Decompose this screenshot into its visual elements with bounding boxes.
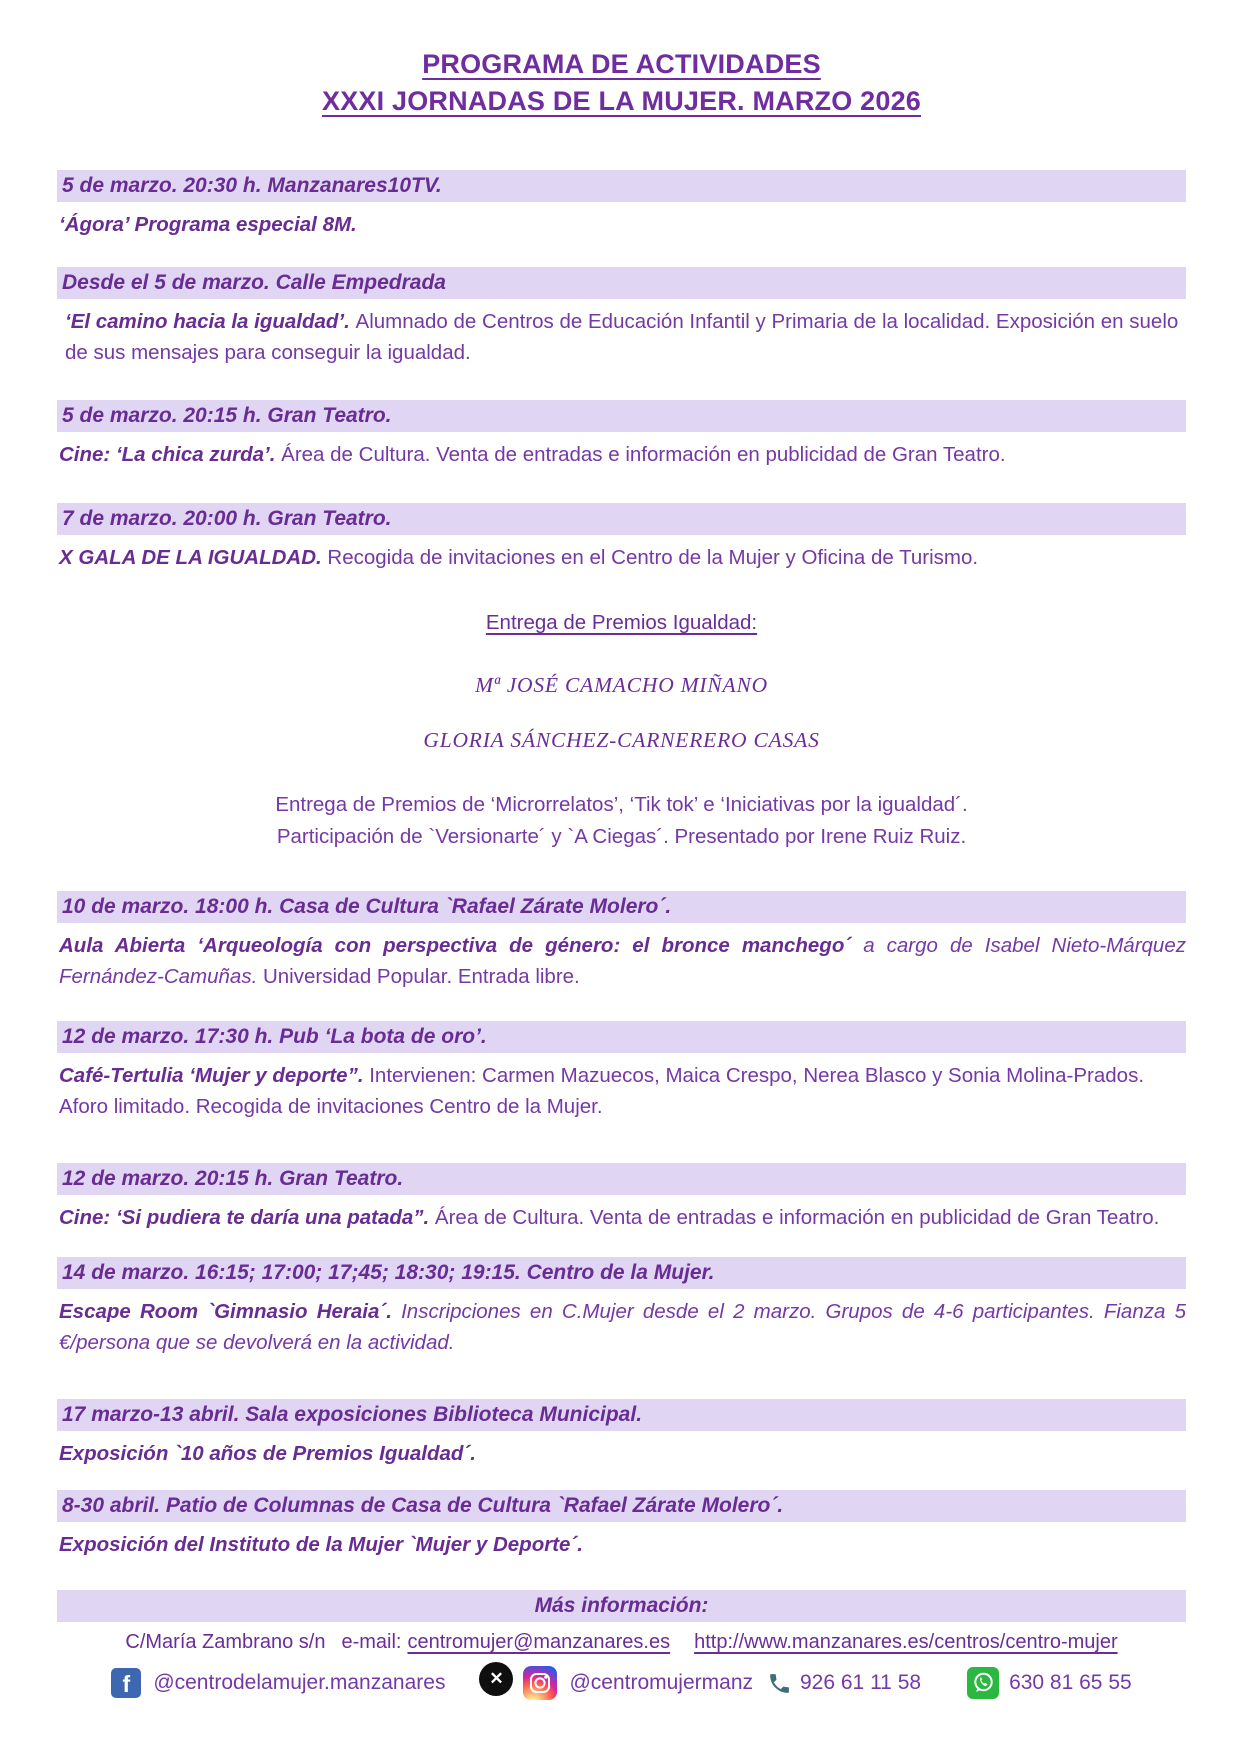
event-detail-italic: Inscripciones en C.Mujer desde el 2 marzo. Grupos de 4-6 participantes. Fianza 5 €/persona que se devolverá en la actividad. [59, 1300, 1186, 1354]
event-title-emphasis: Cine: ‘La chica zurda’. [59, 443, 282, 466]
facebook-handle: @centrodelamujer.manzanares [153, 1671, 446, 1694]
awards-heading-text: Entrega de Premios Igualdad: [485, 611, 758, 634]
event-title-emphasis: Exposición `10 años de Premios Igualdad´. [59, 1442, 476, 1465]
award-winner-name: GLORIA SÁNCHEZ-CARNERERO CASAS [423, 728, 820, 752]
whatsapp-icon [967, 1667, 999, 1699]
awards-block [57, 607, 1186, 853]
event-date-header: 12 de marzo. 20:15 h. Gran Teatro. [57, 1163, 1186, 1195]
page-title-line2: XXXI JORNADAS DE LA MUJER. MARZO 2026 [321, 86, 921, 116]
event-detail: Universidad Popular. Entrada libre. [262, 965, 580, 988]
event-title-emphasis: Escape Room `Gimnasio Heraia´. [59, 1300, 402, 1323]
event-title-emphasis: ‘El camino hacia la igualdad’. [65, 310, 356, 333]
event-detail: Alumnado de Centros de Educación Infantil y Primaria de la localidad. Exposición en suelo de sus mensajes para conseguir la igualdad. [65, 310, 1179, 364]
email-label: e-mail: [341, 1631, 402, 1653]
event-detail: Área de Cultura. Venta de entradas e información en publicidad de Gran Teatro. [434, 1206, 1160, 1229]
event-description [59, 439, 1186, 470]
event-description [59, 542, 1186, 573]
event-section [57, 170, 1186, 240]
event-section [57, 1021, 1186, 1122]
award-winner-name: Mª JOSÉ CAMACHO MIÑANO [475, 673, 768, 697]
event-date-header: 17 marzo-13 abril. Sala exposiciones Biblioteca Municipal. [57, 1399, 1186, 1431]
x-glyph: ✕ [489, 1669, 504, 1688]
event-description [59, 306, 1186, 368]
event-title-emphasis: Exposición del Instituto de la Mujer `Mujer y Deporte´. [59, 1533, 583, 1556]
event-title-emphasis: Cine: ‘Si pudiera te daría una patada”. [59, 1206, 435, 1229]
contact-line [57, 1627, 1186, 1657]
more-info-header: Más información: [57, 1590, 1186, 1622]
instagram-handle: @centromujermanz [569, 1671, 753, 1694]
event-description [59, 1060, 1186, 1122]
event-section [57, 1257, 1186, 1358]
event-description [59, 1438, 1186, 1469]
event-section [57, 891, 1186, 992]
page-title [57, 46, 1186, 120]
event-section [57, 267, 1186, 368]
event-date-header: 12 de marzo. 17:30 h. Pub ‘La bota de oro’. [57, 1021, 1186, 1053]
email-link[interactable]: centromujer@manzanares.es [407, 1631, 671, 1653]
phone-number: 926 61 11 58 [800, 1671, 922, 1694]
social-row [57, 1666, 1186, 1700]
event-description [59, 1202, 1186, 1233]
event-section [57, 1163, 1186, 1233]
event-date-header: Desde el 5 de marzo. Calle Empedrada [57, 267, 1186, 299]
event-title-emphasis: Aula Abierta ‘Arqueología con perspectiva de género: el bronce manchego´ [59, 934, 864, 957]
footer [57, 1590, 1186, 1700]
event-section [57, 1399, 1186, 1469]
event-detail: Área de Cultura. Venta de entradas e información en publicidad de Gran Teatro. [281, 443, 1006, 466]
whatsapp-number: 630 81 65 55 [1009, 1671, 1132, 1694]
event-description [59, 1529, 1186, 1560]
event-description [59, 209, 1186, 240]
website-link[interactable]: http://www.manzanares.es/centros/centro-mujer [694, 1631, 1118, 1653]
facebook-glyph: f [122, 1671, 131, 1697]
awards-detail-line: Entrega de Premios de ‘Microrrelatos’, ‘Tik tok’ e ‘Iniciativas por la igualdad´. [275, 793, 968, 816]
event-section [57, 503, 1186, 573]
event-detail: Intervienen: Carmen Mazuecos, Maica Crespo, Nerea Blasco y Sonia Molina-Prados. Aforo limitado. Recogida de invitaciones Centro de la Mujer. [59, 1064, 1145, 1118]
event-date-header: 14 de marzo. 16:15; 17:00; 17;45; 18:30; 19:15. Centro de la Mujer. [57, 1257, 1186, 1289]
event-date-header: 10 de marzo. 18:00 h. Casa de Cultura `Rafael Zárate Molero´. [57, 891, 1186, 923]
event-section [57, 1490, 1186, 1560]
event-detail-italic: a cargo de Isabel Nieto-Márquez Fernández-Camuñas. [59, 934, 1186, 988]
address-text: C/María Zambrano s/n [125, 1631, 326, 1653]
instagram-icon [523, 1666, 557, 1700]
awards-detail-line: Participación de `Versionarte´ y `A Ciegas´. Presentado por Irene Ruiz Ruiz. [276, 825, 967, 848]
event-title-emphasis: Café-Tertulia ‘Mujer y deporte”. [59, 1064, 370, 1087]
event-date-header: 8-30 abril. Patio de Columnas de Casa de Cultura `Rafael Zárate Molero´. [57, 1490, 1186, 1522]
event-date-header: 5 de marzo. 20:15 h. Gran Teatro. [57, 400, 1186, 432]
phone-icon [767, 1671, 792, 1696]
event-description [59, 1296, 1186, 1358]
event-section [57, 400, 1186, 470]
event-date-header: 5 de marzo. 20:30 h. Manzanares10TV. [57, 170, 1186, 202]
page-title-line1: PROGRAMA DE ACTIVIDADES [422, 49, 821, 79]
event-title-emphasis: X GALA DE LA IGUALDAD. [59, 546, 328, 569]
x-twitter-icon [479, 1662, 513, 1696]
facebook-icon [111, 1668, 141, 1698]
event-description [59, 930, 1186, 992]
awards-heading [57, 607, 1186, 638]
event-date-header: 7 de marzo. 20:00 h. Gran Teatro. [57, 503, 1186, 535]
event-detail: Recogida de invitaciones en el Centro de la Mujer y Oficina de Turismo. [327, 546, 979, 569]
event-title-emphasis: ‘Ágora’ Programa especial 8M. [59, 213, 357, 236]
